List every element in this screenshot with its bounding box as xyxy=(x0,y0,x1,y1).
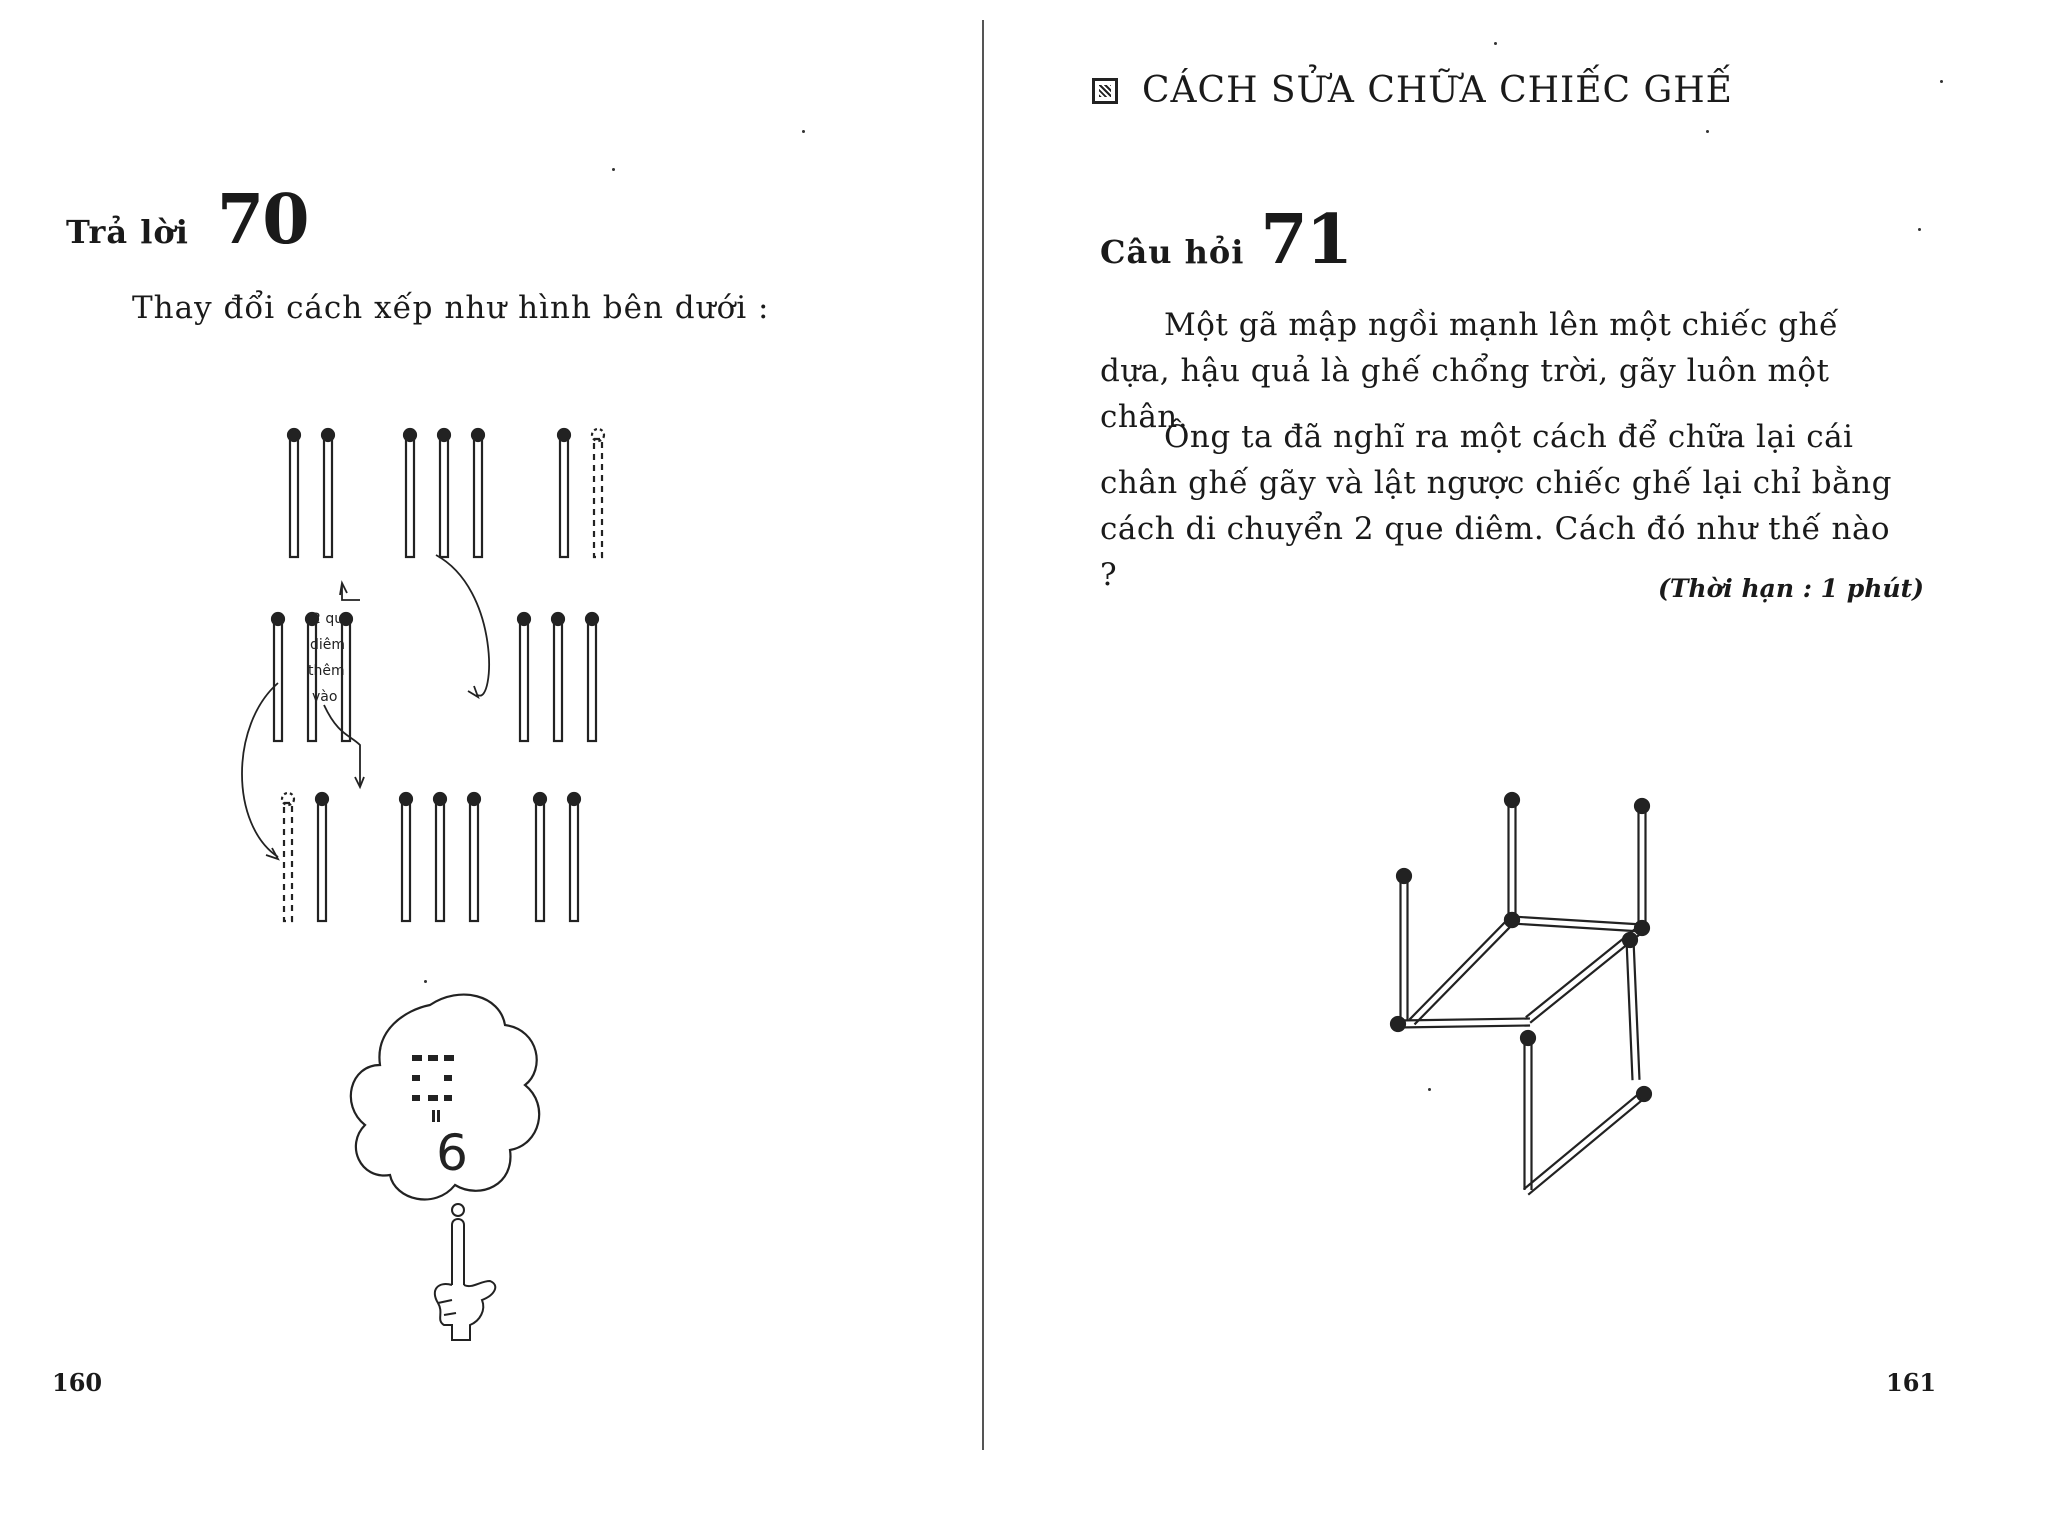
question-paragraph-2: Ông ta đã nghĩ ra một cách để chữa lại cái chân ghế gãy và lật ngược chiếc ghế lại chỉ bằng cách di chuyển 2 que diêm. Cách đó như thế nào ? xyxy=(1100,419,1892,593)
matchstick xyxy=(400,793,412,921)
matchstick-chair-figure xyxy=(1360,780,1680,1220)
matchstick xyxy=(586,613,598,741)
matchstick xyxy=(468,793,480,921)
chair-matchstick xyxy=(1524,1087,1651,1195)
matchstick xyxy=(534,793,546,921)
speck xyxy=(1428,1088,1431,1091)
matchstick xyxy=(518,613,530,741)
speck xyxy=(1940,80,1943,83)
answer-number: 70 xyxy=(216,180,308,260)
matchstick xyxy=(316,793,328,921)
question-label: Câu hỏi xyxy=(1100,233,1245,271)
chair-matchstick xyxy=(1521,1031,1535,1190)
matchstick xyxy=(434,793,446,921)
chair-matchstick xyxy=(1397,869,1411,1020)
answer-heading xyxy=(66,180,308,260)
thought-number: 6 xyxy=(436,1124,468,1182)
question-heading xyxy=(1100,200,1351,280)
matchstick xyxy=(438,429,450,557)
matchstick xyxy=(472,429,484,557)
annotation-line-4: vào xyxy=(312,689,338,705)
matchstick xyxy=(288,429,300,557)
dot-grid-icon xyxy=(412,1055,454,1122)
chair-matchstick xyxy=(1391,1017,1530,1031)
matchstick xyxy=(272,613,284,741)
chair-matchstick xyxy=(1505,793,1519,920)
speck xyxy=(802,130,805,133)
answer-label: Trả lời xyxy=(66,213,189,251)
pointing-hand-icon xyxy=(435,1219,495,1340)
section-title xyxy=(1092,70,1733,111)
chair-matchstick xyxy=(1410,913,1519,1024)
gutter-dots xyxy=(982,920,984,1380)
speck xyxy=(1918,228,1921,231)
chair-matchstick xyxy=(1623,933,1639,1080)
thought-bubble-dot xyxy=(452,1204,464,1216)
annotation-line-2: diêm xyxy=(310,637,346,653)
answer-instruction: Thay đổi cách xếp như hình bên dưới : xyxy=(132,290,770,326)
checkered-square-icon xyxy=(1092,78,1118,104)
matchstick xyxy=(558,429,570,557)
arrow-left-curve xyxy=(242,683,278,857)
speck xyxy=(424,980,427,983)
question-number: 71 xyxy=(1260,200,1352,280)
page-number-left: 160 xyxy=(52,1368,103,1397)
question-paragraph-1: Một gã mập ngồi mạnh lên một chiếc ghế dựa, hậu quả là ghế chổng trời, gãy luôn một chân. xyxy=(1100,307,1839,435)
speck xyxy=(1494,42,1497,45)
page-number-right: 161 xyxy=(1886,1368,1937,1397)
speck xyxy=(1706,130,1709,133)
matchstick xyxy=(552,613,564,741)
matchstick xyxy=(568,793,580,921)
matchstick xyxy=(322,429,334,557)
chair-matchstick xyxy=(1635,799,1649,930)
chair-matchstick xyxy=(1505,913,1642,931)
speck xyxy=(612,168,615,171)
removed-matchstick xyxy=(282,793,294,921)
annotation-line-3: thêm xyxy=(308,663,345,679)
annotation-line-1: 2 que xyxy=(312,611,352,627)
removed-matchstick xyxy=(592,429,604,557)
section-title-text: CÁCH SỬA CHỮA CHIẾC GHẾ xyxy=(1142,70,1733,111)
time-limit: (Thời hạn : 1 phút) xyxy=(1658,574,1924,603)
matchstick-solution-figure xyxy=(230,405,650,945)
thought-cloud-icon xyxy=(340,985,560,1365)
matchstick xyxy=(404,429,416,557)
arrow-right-curve xyxy=(436,555,489,696)
